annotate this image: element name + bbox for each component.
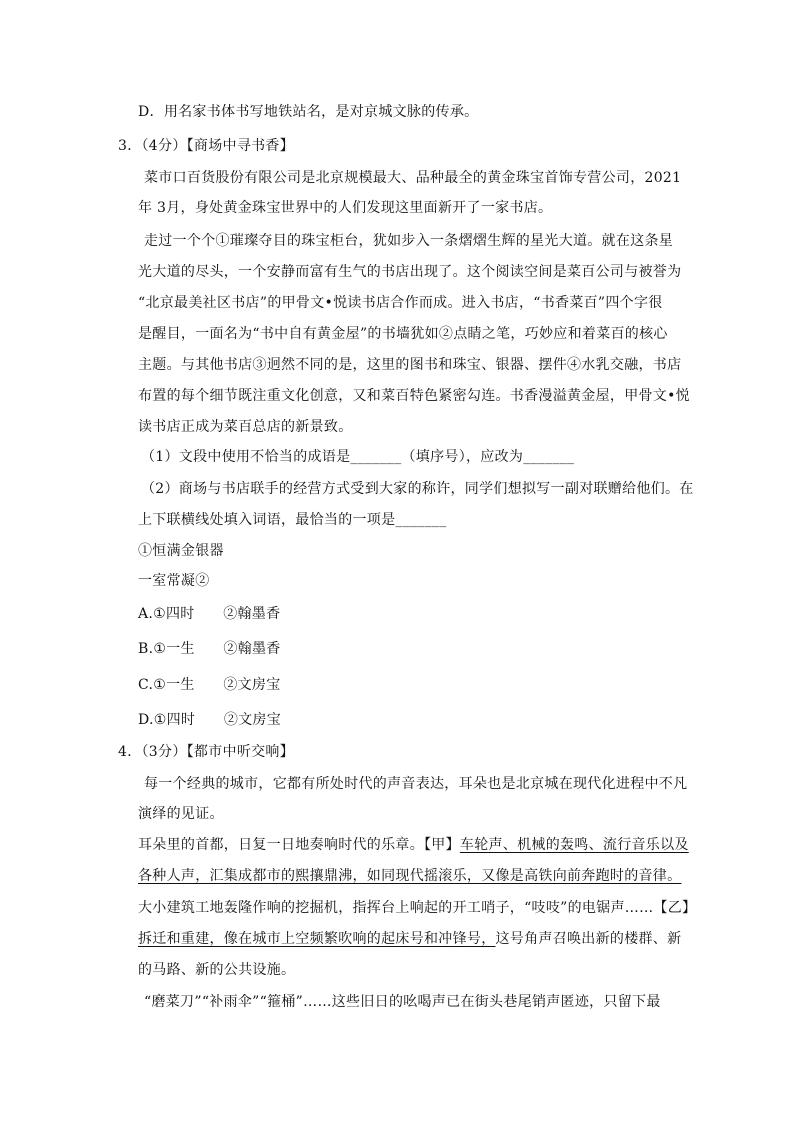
q3-paragraph-1-line: 年 3月，身处黄金珠宝世界中的人们发现这里面新开了一家书店。 [138,200,553,216]
couplet-second-line: 一室常凝② [138,573,210,589]
q4-paragraph-3-line [138,929,682,949]
option-d-text: D．用名家书体书写地铁站名，是对京城文脉的传承。 [138,104,479,120]
q4-paragraph-2-lead: 耳朵里的首都，日复一日地奏响时代的乐章。【甲】 [138,837,460,853]
q3-paragraph-2-line: 主题。与其他书店③迥然不同的是，这里的图书和珠宝、银器、摆件④水乳交融，书店 [138,357,682,373]
choice-b: B.①一生 ②翰墨香 [138,641,281,657]
question-3-heading: 3．（4分）【商场中寻书香】 [118,138,295,154]
q3-sub-question-2: 上下联横线处填入词语，最恰当的一项是_______ [138,512,447,528]
q4-paragraph-3-line: 大小建筑工地轰隆作响的挖掘机，指挥台上响起的开工哨子，“吱吱”的电锯声……【乙】 [138,900,697,916]
q3-sub-question-2: （2）商场与书店联手的经营方式受到大家的称许，同学们想拟写一副对联赠给他们。在 [141,481,694,497]
q3-sub-question-1: （1）文段中使用不恰当的成语是_______（填序号），应改为_______ [141,449,575,465]
q3-paragraph-2-line: 光大道的尽头，一个安静而富有生气的书店出现了。这个阅读空间是菜百公司与被誉为 [138,264,682,280]
q4-paragraph-2-line [138,835,689,855]
underlined-passage-jia: 车轮声、机械的轰鸣、流行音乐以及 [459,837,689,853]
q4-paragraph-1-line: 演绎的见证。 [138,806,224,822]
q4-paragraph-4-line: “磨菜刀”“补雨伞”“箍桶”……这些旧日的吆喝声已在街头巷尾销声匿迹，只留下最 [144,994,661,1010]
underlined-passage-jia-cont: 各种人声，汇集成都市的熙攘鼎沸，如同现代摇滚乐，又像是高铁向前奔跑时的音律。 [138,868,682,884]
choice-d: D.①四时 ②文房宝 [138,712,282,728]
q4-paragraph-3-line: 的马路、新的公共设施。 [138,962,296,978]
choice-c: C.①一生 ②文房宝 [138,677,281,693]
q4-paragraph-1-line: 每一个经典的城市，它都有所处时代的声音表达，耳朵也是北京城在现代化进程中不凡 [144,776,688,792]
question-4-heading: 4．（3分）【都市中听交响】 [118,744,295,760]
q4-paragraph-3-tail: 这号角声召唤出新的楼群、新 [495,931,682,947]
choice-a: A.①四时 ②翰墨香 [138,606,281,622]
underlined-passage-yi: 拆迁和重建，像在城市上空频繁吹响的起床号和冲锋号， [138,931,496,947]
q3-paragraph-2-line: 布置的每个细节既注重文化创意，又和菜百特色紧密勾连。书香漫溢黄金屋，甲骨文•悦 [138,388,690,404]
q3-paragraph-2-line: 是醒目，一面名为“书中自有黄金屋”的书墙犹如②点睛之笔，巧妙应和着菜百的核心 [138,326,668,342]
q3-paragraph-2-line: 走过一个个①璀璨夺目的珠宝柜台，犹如步入一条熠熠生辉的星光大道。就在这条星 [144,233,674,249]
q3-paragraph-2-line: 读书店正成为菜百总店的新景致。 [138,419,353,435]
q3-paragraph-2-line: “北京最美社区书店”的甲骨文•悦读书店合作而成。进入书店，“书香菜百”四个字很 [138,295,663,311]
couplet-first-line: ①恒满金银器 [138,543,224,559]
q3-paragraph-1-line: 菜市口百货股份有限公司是北京规模最大、品种最全的黄金珠宝首饰专营公司，2021 [144,170,682,186]
